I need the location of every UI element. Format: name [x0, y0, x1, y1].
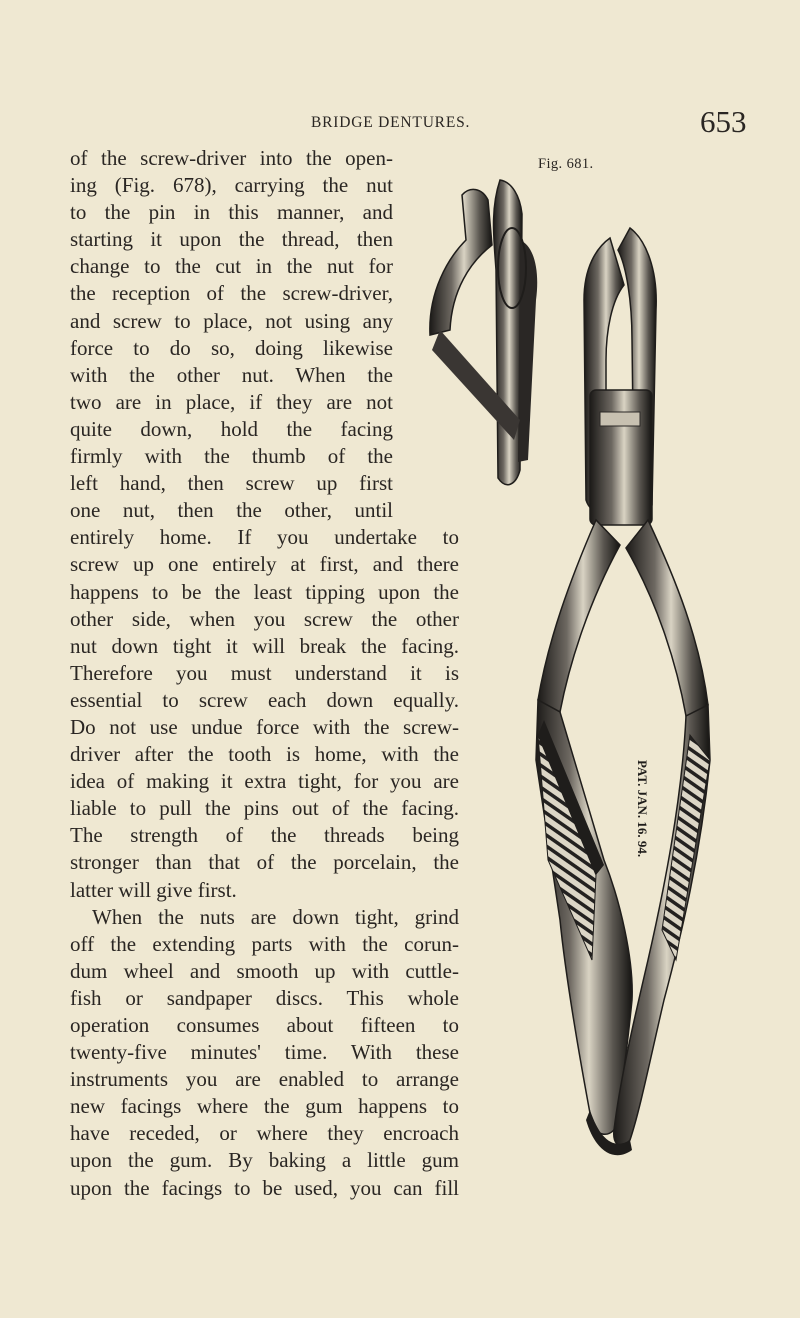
forceps-main — [536, 228, 710, 1155]
text-line: of the screw-driver into the open- — [70, 146, 393, 170]
text-line: to the pin in this manner, and — [70, 200, 393, 225]
body-text — [70, 145, 459, 1202]
text-line: firmly with the thumb of the — [70, 444, 393, 469]
text-line: one nut, then the other, until — [70, 498, 393, 523]
text-line: instruments you are enabled to arrange — [70, 1067, 459, 1092]
text-line: Do not use undue force with the screw- — [70, 714, 459, 739]
text-line: other side, when you screw the other — [70, 606, 459, 631]
text-line: force to do so, doing likewise — [70, 335, 393, 360]
text-line: ing (Fig. 678), carrying the nut — [70, 173, 393, 198]
text-line: happens to be the least tipping upon the — [70, 579, 459, 604]
text-line: dum wheel and smooth up with cuttle- — [70, 958, 459, 983]
text-line: nut down tight it will break the facing. — [70, 633, 459, 658]
text-line: latter will give first. — [70, 877, 237, 902]
text-line: screw up one entirely at first, and there — [70, 552, 459, 577]
text-line: essential to screw each down equally. — [70, 687, 459, 712]
text-line: with the other nut. When the — [70, 362, 393, 387]
page-number: 653 — [700, 104, 747, 139]
text-line: quite down, hold the facing — [70, 416, 393, 441]
text-line: entirely home. If you undertake to — [70, 525, 459, 550]
text-line: the reception of the screw-driver, — [70, 281, 393, 306]
figure-caption: Fig. 681. — [538, 156, 594, 172]
text-line: two are in place, if they are not — [70, 389, 393, 414]
text-line: new facings where the gum happens to — [70, 1094, 459, 1119]
text-line: liable to pull the pins out of the facing. — [70, 796, 459, 821]
running-head: BRIDGE DENTURES. — [311, 114, 471, 131]
text-line: idea of making it extra tight, for you are — [70, 769, 459, 794]
text-line: The strength of the threads being — [70, 823, 459, 848]
text-line: and screw to place, not using any — [70, 308, 393, 333]
text-line: change to the cut in the nut for — [70, 254, 393, 279]
text-line: Therefore you must understand it is — [70, 660, 459, 685]
text-line: twenty-five minutes' time. With these — [70, 1040, 459, 1065]
text-line: operation consumes about fifteen to — [70, 1013, 459, 1037]
text-line: stronger than that of the porcelain, the — [70, 850, 459, 875]
text-line: have receded, or where they encroach — [70, 1121, 459, 1146]
text-line: left hand, then screw up first — [70, 471, 393, 496]
text-line: upon the facings to be used, you can fill — [70, 1175, 459, 1200]
text-line: driver after the tooth is home, with the — [70, 742, 459, 767]
text-line: fish or sandpaper discs. This whole — [70, 985, 459, 1010]
text-line: When the nuts are down tight, grind — [92, 904, 459, 929]
text-line: starting it upon the thread, then — [70, 227, 393, 252]
text-line: upon the gum. By baking a little gum — [70, 1148, 459, 1173]
text-line: off the extending parts with the corun- — [70, 931, 459, 956]
forceps-patent-imprint: PAT. JAN. 16. 94. — [635, 760, 650, 858]
